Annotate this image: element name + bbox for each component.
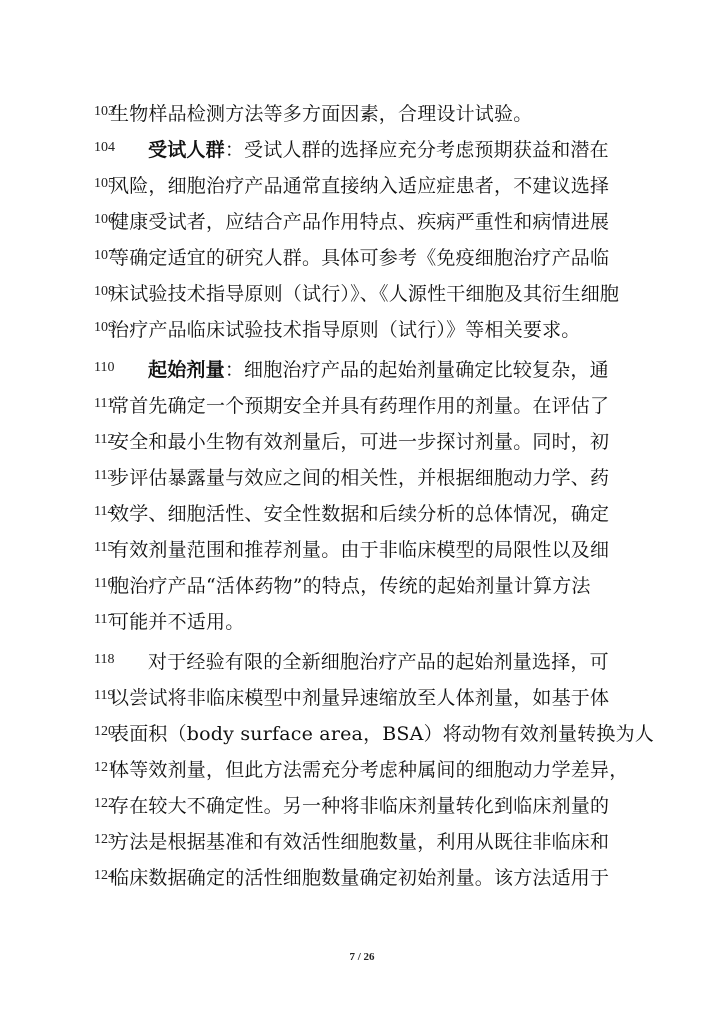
- line-text: [110, 604, 244, 640]
- line-body: 临床数据确定的活性细胞数量确定初始剂量。该方法适用于: [110, 867, 610, 889]
- line-body: 存在较大不确定性。另一种将非临床剂量转化到临床剂量的: [110, 795, 610, 817]
- line-text: [110, 204, 609, 240]
- line-body: ：受试人群的选择应充分考虑预期获益和潜在: [224, 139, 609, 161]
- line-number: 105: [94, 176, 115, 191]
- line-text: [110, 168, 609, 204]
- line-body: 等确定适宜的研究人群。具体可参考《免疫细胞治疗产品临: [110, 247, 610, 269]
- line-text: [148, 352, 609, 388]
- line-number: 116: [94, 576, 115, 591]
- bold-term: 受试人群: [148, 139, 225, 161]
- line-number: 109: [94, 320, 115, 335]
- line-number: 121: [94, 760, 115, 775]
- text-line: [0, 460, 724, 496]
- line-number: 119: [94, 688, 115, 703]
- line-body: 表面积（body surface area，BSA）将动物有效剂量转换为人: [110, 723, 654, 745]
- line-number: 118: [94, 652, 115, 667]
- text-line: [0, 132, 724, 168]
- line-text: [110, 716, 654, 752]
- line-text: [110, 460, 609, 496]
- bold-term: 起始剂量: [148, 359, 225, 381]
- text-line: [0, 352, 724, 388]
- line-text: [110, 240, 609, 276]
- text-line: [0, 604, 724, 640]
- line-text: [110, 568, 591, 604]
- line-text: [110, 312, 581, 348]
- line-text: [110, 824, 609, 860]
- line-text: [110, 788, 609, 824]
- line-number: 104: [94, 140, 115, 155]
- text-line: [0, 788, 724, 824]
- text-line: [0, 276, 724, 312]
- line-number: 106: [94, 212, 115, 227]
- text-line: [0, 752, 724, 788]
- line-body: ：细胞治疗产品的起始剂量确定比较复杂，通: [224, 359, 609, 381]
- line-body: 健康受试者，应结合产品作用特点、疾病严重性和病情进展: [110, 211, 610, 233]
- line-text: [110, 424, 609, 460]
- text-line: [0, 424, 724, 460]
- line-number: 112: [94, 432, 115, 447]
- line-body: 风险，细胞治疗产品通常直接纳入适应症患者，不建议选择: [110, 175, 610, 197]
- line-number: 120: [94, 724, 115, 739]
- line-text: [148, 644, 609, 680]
- line-body: 体等效剂量，但此方法需充分考虑种属间的细胞动力学差异，: [110, 759, 629, 781]
- line-number: 113: [94, 468, 115, 483]
- line-text: [110, 860, 609, 896]
- text-line: [0, 496, 724, 532]
- line-text: [110, 532, 609, 568]
- line-body: 胞治疗产品“活体药物”的特点，传统的起始剂量计算方法: [110, 575, 591, 597]
- line-number: 124: [94, 868, 115, 883]
- line-body: 常首先确定一个预期安全并具有药理作用的剂量。在评估了: [110, 395, 610, 417]
- line-body: 可能并不适用。: [110, 611, 245, 633]
- line-body: 方法是根据基准和有效活性细胞数量，利用从既往非临床和: [110, 831, 610, 853]
- line-text: [110, 276, 619, 312]
- text-line: [0, 388, 724, 424]
- line-body: 效学、细胞活性、安全性数据和后续分析的总体情况，确定: [110, 503, 610, 525]
- text-line: [0, 568, 724, 604]
- line-number: 117: [94, 612, 115, 627]
- line-number: 111: [94, 396, 114, 411]
- text-line: [0, 824, 724, 860]
- line-text: [110, 752, 628, 788]
- text-line: [0, 96, 724, 132]
- line-number: 114: [94, 504, 115, 519]
- text-line: [0, 312, 724, 348]
- line-body: 步评估暴露量与效应之间的相关性，并根据细胞动力学、药: [110, 467, 610, 489]
- text-line: [0, 680, 724, 716]
- line-body: 有效剂量范围和推荐剂量。由于非临床模型的局限性以及细: [110, 539, 610, 561]
- line-body: 生物样品检测方法等多方面因素，合理设计试验。: [110, 103, 533, 125]
- line-body: 安全和最小生物有效剂量后，可进一步探讨剂量。同时，初: [110, 431, 610, 453]
- text-line: [0, 860, 724, 896]
- text-line: [0, 240, 724, 276]
- text-line: [0, 716, 724, 752]
- line-number: 108: [94, 284, 115, 299]
- line-number: 103: [94, 104, 115, 119]
- line-text: [148, 132, 609, 168]
- line-number: 122: [94, 796, 115, 811]
- line-text: [110, 496, 609, 532]
- text-line: [0, 168, 724, 204]
- line-number: 107: [94, 248, 115, 263]
- line-number: 123: [94, 832, 115, 847]
- line-body: 床试验技术指导原则（试行）》、《人源性干细胞及其衍生细胞: [110, 283, 620, 305]
- page-number: 7 / 26: [349, 951, 375, 963]
- line-text: [110, 388, 609, 424]
- text-line: [0, 204, 724, 240]
- text-line: [0, 532, 724, 568]
- line-text: [110, 96, 532, 132]
- line-text: [110, 680, 609, 716]
- line-body: 对于经验有限的全新细胞治疗产品的起始剂量选择，可: [148, 651, 609, 673]
- line-number: 110: [94, 360, 115, 375]
- line-body: 治疗产品临床试验技术指导原则（试行）》等相关要求。: [110, 319, 581, 341]
- text-line: [0, 644, 724, 680]
- line-body: 以尝试将非临床模型中剂量异速缩放至人体剂量，如基于体: [110, 687, 610, 709]
- line-number: 115: [94, 540, 115, 555]
